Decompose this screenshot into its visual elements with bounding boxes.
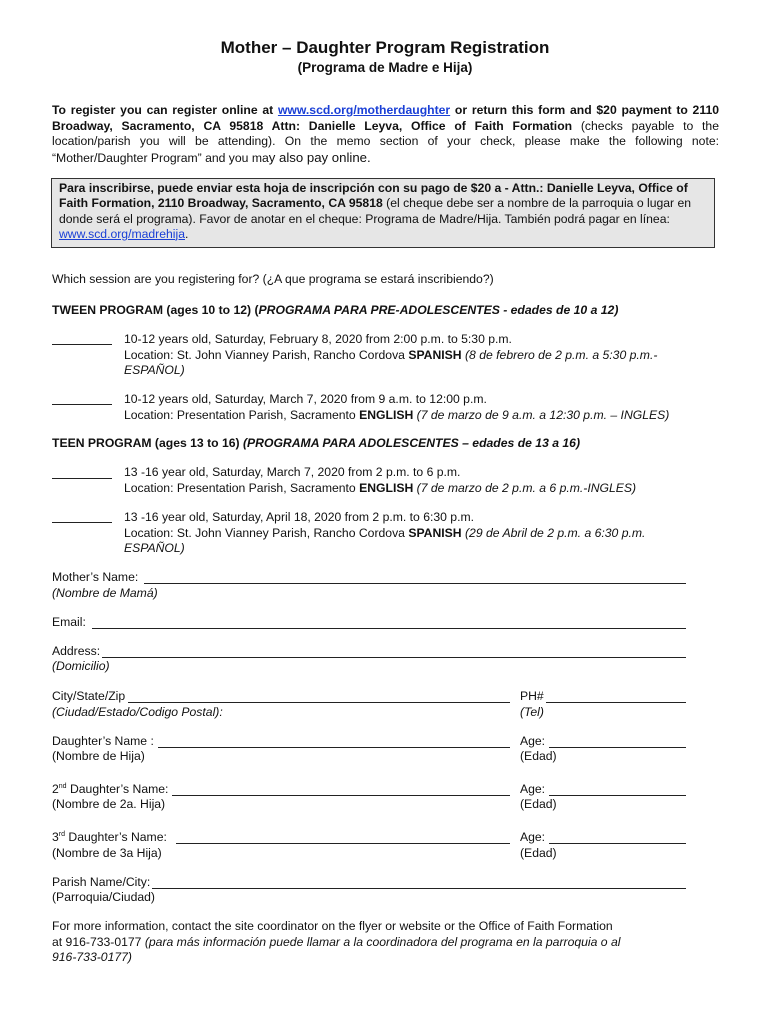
daughter2-sup: nd xyxy=(58,783,67,790)
daughter3-num: 3 xyxy=(52,830,59,844)
phone-field[interactable] xyxy=(546,702,686,703)
phone-es: (Tel) xyxy=(520,705,544,719)
daughter2-num: 2 xyxy=(52,782,59,796)
teen-session-1-desc: 13 -16 year old, Saturday, March 7, 2020 from 2 p.m. to 6 p.m. xyxy=(124,465,461,479)
daughter2-name-es: (Nombre de 2a. Hija) xyxy=(52,797,166,811)
footer-es: (para más información puede llamar a la coordinadora del programa en la parroquia o al xyxy=(144,934,621,949)
tween-session-1-es: (8 de febrero de 2 p.m. a 5:30 p.m.- xyxy=(461,347,658,362)
daughter3-age-es: (Edad) xyxy=(520,846,557,860)
city-es: (Ciudad/Estado/Codigo Postal): xyxy=(52,705,223,719)
daughter2-name-field[interactable] xyxy=(172,795,510,796)
teen-session-2-loc: Location: St. John Vianney Parish, Rancho Cordova xyxy=(124,525,409,540)
daughter3-age-label: Age: xyxy=(520,830,546,844)
teen-session-2-es: (29 de Abril de 2 p.m. a 6:30 p.m. xyxy=(461,525,646,540)
address-field[interactable] xyxy=(102,657,686,658)
tween-session-2-checkbox[interactable] xyxy=(52,404,112,405)
mother-name-field[interactable] xyxy=(144,583,686,584)
email-field[interactable] xyxy=(92,628,686,629)
daughter-age-label: Age: xyxy=(520,734,546,748)
daughter3-age-field[interactable] xyxy=(549,843,686,844)
tween-session-2-loc: Location: Presentation Parish, Sacramento xyxy=(124,407,360,422)
teen-session-2-checkbox[interactable] xyxy=(52,522,112,523)
address-es: (Domicilio) xyxy=(52,659,110,673)
parish-field[interactable] xyxy=(152,888,686,889)
phone-label: PH# xyxy=(520,689,544,703)
city-field[interactable] xyxy=(128,702,510,703)
intro-text-3: (checks payable to the location/parish you will be attending). On the memo section of your check, please make the following note: “Mother/Daughter Program” and you ma xyxy=(52,118,719,166)
teen-session-2 xyxy=(124,510,724,557)
tween-heading-es: PROGRAMA PARA PRE-ADOLESCENTES - edades de 10 a 12) xyxy=(258,303,619,317)
intro-text-1: To register you can register online at xyxy=(52,103,278,117)
daughter2-name-label xyxy=(52,782,168,798)
parish-label: Parish Name/City: xyxy=(52,875,151,889)
tween-session-2-location xyxy=(124,408,724,424)
spanish-text: (el cheque debe ser a nombre de la parroquia o lugar en donde será el programa). Favor de anotar en el cheque: Programa de Madre/Hija. También podrá pagar en línea: xyxy=(59,196,692,226)
teen-heading xyxy=(52,436,580,452)
intro-text-2: or return this form and $20 payment to 2110 Broadway, Sacramento, CA 95818 Attn: Danielle Leyva, Office of Faith Formation xyxy=(52,103,719,133)
teen-session-2-desc: 13 -16 year old, Saturday, April 18, 2020 from 2 p.m. to 6:30 p.m. xyxy=(124,510,475,524)
teen-session-2-lang: SPANISH xyxy=(408,525,462,540)
daughter-name-field[interactable] xyxy=(158,747,510,748)
teen-heading-es: (PROGRAMA PARA ADOLESCENTES – edades de 13 a 16) xyxy=(242,436,581,450)
tween-session-1-lang: SPANISH xyxy=(408,347,462,362)
email-label: Email: xyxy=(52,615,86,629)
daughter3-name-field[interactable] xyxy=(176,843,510,844)
tween-session-1-es2: ESPAÑOL) xyxy=(124,363,185,377)
daughter2-age-field[interactable] xyxy=(549,795,686,796)
spanish-bold-text: Para inscribirse, puede enviar esta hoja de inscripción con su pago de $20 a - Attn.: Danielle Leyva, Office of Faith Formation, 2110 Broadway, Sacramento, CA 95818 xyxy=(59,181,688,211)
mother-name-label: Mother’s Name: xyxy=(52,570,139,584)
daughter2-age-es: (Edad) xyxy=(520,797,557,811)
daughter-name-es: (Nombre de Hija) xyxy=(52,749,145,763)
tween-session-2-lang: ENGLISH xyxy=(359,407,414,422)
daughter-age-field[interactable] xyxy=(549,747,686,748)
teen-session-1 xyxy=(124,465,724,496)
session-question: Which session are you registering for? (¿A que programa se estará inscribiendo?) xyxy=(52,272,494,286)
spanish-info-box xyxy=(51,178,715,248)
page-title: Mother – Daughter Program Registration xyxy=(220,38,550,57)
page-subtitle: (Programa de Madre e Hija) xyxy=(297,60,473,75)
spanish-link[interactable]: www.scd.org/madrehija xyxy=(59,226,185,241)
daughter3-name-label xyxy=(52,830,167,846)
footer-line-1: For more information, contact the site coordinator on the flyer or website or the Office of Faith Formation xyxy=(52,919,613,933)
teen-session-2-location xyxy=(124,526,724,542)
tween-session-1-location xyxy=(124,348,724,364)
spanish-end: . xyxy=(185,226,189,241)
daughter-age-es: (Edad) xyxy=(520,749,557,763)
teen-session-1-es: (7 de marzo de 2 p.m. a 6 p.m.-INGLES) xyxy=(413,480,637,495)
footer-phone: at 916-733-0177 xyxy=(52,934,145,949)
tween-session-1-desc: 10-12 years old, Saturday, February 8, 2020 from 2:00 p.m. to 5:30 p.m. xyxy=(124,332,512,346)
city-label: City/State/Zip xyxy=(52,689,126,703)
footer-line-3: 916-733-0177) xyxy=(52,950,132,964)
tween-session-2-es: (7 de marzo de 9 a.m. a 12:30 p.m. – INGLES) xyxy=(413,407,670,422)
teen-session-2-es2: ESPAÑOL) xyxy=(124,541,185,555)
intro-text-4: y also pay online. xyxy=(268,150,371,166)
intro-paragraph xyxy=(52,103,719,167)
tween-heading-text: TWEEN PROGRAM (ages 10 to 12) ( xyxy=(52,303,259,317)
teen-heading-text: TEEN PROGRAM (ages 13 to 16) xyxy=(52,436,243,450)
tween-session-2 xyxy=(124,392,724,423)
footer-info xyxy=(52,919,732,966)
daughter3-name-es: (Nombre de 3a Hija) xyxy=(52,846,162,860)
parish-es: (Parroquia/Ciudad) xyxy=(52,890,155,904)
daughter2-label-text: Daughter’s Name: xyxy=(66,782,169,796)
footer-line-2 xyxy=(52,935,732,951)
daughter2-age-label: Age: xyxy=(520,782,546,796)
teen-session-1-location xyxy=(124,481,724,497)
address-label: Address: xyxy=(52,644,101,658)
daughter3-sup: rd xyxy=(58,831,66,838)
teen-session-1-lang: ENGLISH xyxy=(359,480,414,495)
mother-name-es: (Nombre de Mamá) xyxy=(52,586,158,600)
teen-session-1-loc: Location: Presentation Parish, Sacramento xyxy=(124,480,360,495)
tween-session-1 xyxy=(124,332,724,379)
daughter-name-label: Daughter’s Name : xyxy=(52,734,154,748)
tween-session-1-checkbox[interactable] xyxy=(52,344,112,345)
tween-session-1-loc: Location: St. John Vianney Parish, Rancho Cordova xyxy=(124,347,409,362)
daughter3-label-text: Daughter’s Name: xyxy=(65,830,167,844)
tween-session-2-desc: 10-12 years old, Saturday, March 7, 2020 from 9 a.m. to 12:00 p.m. xyxy=(124,392,487,406)
register-link[interactable]: www.scd.org/motherdaughter xyxy=(277,103,451,117)
tween-heading xyxy=(52,303,618,319)
teen-session-1-checkbox[interactable] xyxy=(52,478,112,479)
